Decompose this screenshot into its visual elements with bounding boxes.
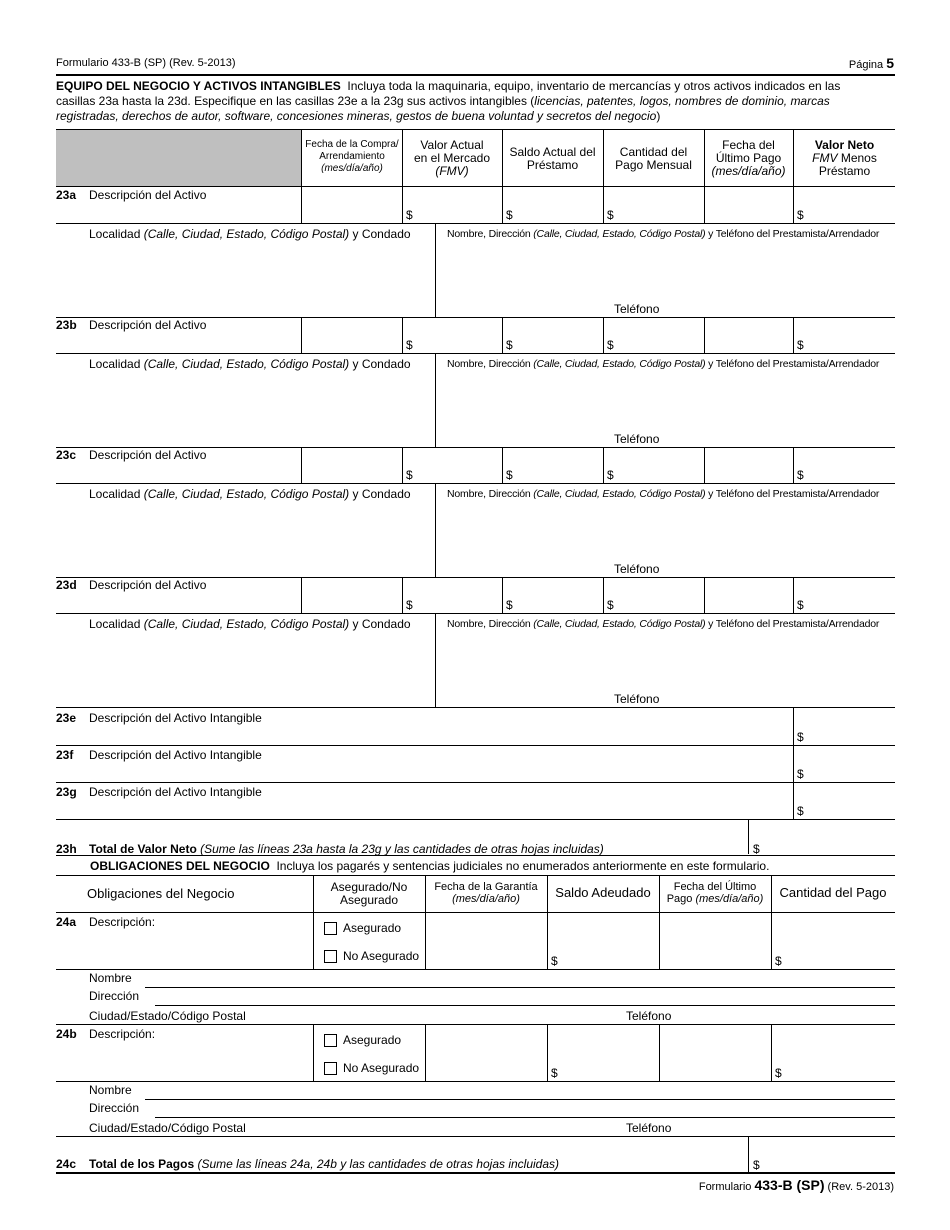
localidad-label: Localidad (Calle, Ciudad, Estado, Código Postal) y Condado [89, 227, 411, 241]
asset-desc-input[interactable] [90, 594, 296, 610]
localidad-label: Localidad (Calle, Ciudad, Estado, Código Postal) y Condado [89, 357, 411, 371]
asset-fecha-compra-input[interactable] [305, 321, 399, 349]
total-23h-currency: $ [753, 842, 760, 856]
line-24c: 24c Total de los Pagos (Sume las líneas 24a, 24b y las cantidades de otras hojas incluidas) [56, 1157, 560, 1171]
currency-sign: $ [406, 338, 413, 352]
total-24c-input[interactable] [765, 1156, 891, 1170]
asset-fecha-ultimo-input[interactable] [708, 581, 790, 609]
section-equipo-intro: EQUIPO DEL NEGOCIO Y ACTIVOS INTANGIBLES Incluya toda la maquinaria, equipo, inventario de mercancías y otros activos indicados en las casillas 23a hasta la 23d. Especifique en las casillas 23e a la 23g sus activos intangibles (licencias, patentes, logos, nombres de dominio, marcas registradas, derechos de autor, software, concesiones mineras, gestos de buena voluntad y secretos del negocio) [56, 79, 841, 123]
fecha-ultimo-input[interactable] [663, 917, 767, 965]
lcol-cantidad: Cantidad del Pago [779, 885, 887, 900]
asset-desc-input[interactable] [90, 464, 296, 480]
telefono-label: Teléfono [626, 1009, 672, 1023]
liability-amount-input[interactable] [561, 953, 655, 967]
asset-amount-input[interactable] [617, 467, 700, 481]
asset-row-23d: 23d Descripción del Activo [56, 578, 207, 592]
intangible-row-23f: 23f Descripción del Activo Intangible [56, 748, 262, 762]
asset-amount-input[interactable] [416, 597, 498, 611]
asset-desc-input[interactable] [90, 334, 296, 350]
nombre-input[interactable] [145, 1082, 890, 1097]
asset-amount-input[interactable] [416, 467, 498, 481]
prestamista-input[interactable] [440, 504, 890, 554]
intangible-desc-input[interactable] [300, 800, 788, 816]
asegurado-label: Asegurado [343, 921, 402, 935]
no-asegurado-checkbox[interactable] [324, 1062, 337, 1075]
section-obligaciones-intro: OBLIGACIONES DEL NEGOCIO Incluya los pagarés y sentencias judiciales no enumerados anteriormente en este formulario. [90, 859, 770, 873]
lcol-obligaciones: Obligaciones del Negocio [87, 886, 235, 901]
nombre-input[interactable] [145, 970, 890, 985]
asset-amount-input[interactable] [807, 467, 891, 481]
no-asegurado-label: No Asegurado [343, 949, 420, 963]
lcol-saldo: Saldo Adeudado [555, 885, 651, 900]
telefono-input[interactable] [680, 1120, 890, 1135]
intangible-amount-input[interactable] [809, 802, 891, 816]
intangible-desc-input[interactable] [300, 726, 788, 742]
asset-amount-input[interactable] [516, 597, 599, 611]
telefono-label: Teléfono [614, 692, 660, 706]
ciudad-input[interactable] [260, 1008, 615, 1023]
currency-sign: $ [506, 338, 513, 352]
total-23h-input[interactable] [765, 840, 891, 854]
no-asegurado-option[interactable] [324, 1061, 419, 1075]
localidad-input[interactable] [90, 244, 430, 312]
currency-sign: $ [797, 730, 804, 744]
currency-sign: $ [406, 468, 413, 482]
page-number: Página 5 [848, 55, 894, 71]
asset-amount-input[interactable] [416, 207, 498, 221]
col-valor-actual: Valor Actual en el Mercado (FMV) [413, 138, 491, 178]
col-saldo-actual: Saldo Actual del Préstamo [509, 145, 596, 172]
liability-amount-input[interactable] [785, 953, 891, 967]
intangible-desc-input[interactable] [300, 763, 788, 779]
total-24c-currency: $ [753, 1158, 760, 1172]
localidad-input[interactable] [90, 634, 430, 702]
intangible-amount-input[interactable] [809, 728, 891, 742]
asset-amount-input[interactable] [516, 467, 599, 481]
direccion-label: Dirección [89, 989, 140, 1003]
fecha-garantia-input[interactable] [429, 917, 543, 965]
asset-amount-input[interactable] [807, 337, 891, 351]
header-rule [56, 74, 895, 76]
currency-sign: $ [406, 598, 413, 612]
asset-amount-input[interactable] [516, 207, 599, 221]
liability-desc-input[interactable] [90, 931, 308, 965]
prestamista-label: Nombre, Dirección (Calle, Ciudad, Estado, Código Postal) y Teléfono del Prestamista/Arrendador [447, 358, 880, 370]
prestamista-input[interactable] [440, 244, 890, 294]
currency-sign: $ [607, 208, 614, 222]
currency-sign: $ [797, 208, 804, 222]
asset-header-bottom-rule [56, 186, 895, 187]
fecha-ultimo-input[interactable] [663, 1029, 767, 1077]
lcol-fecha-garantia: Fecha de la Garantía (mes/día/año) [434, 881, 538, 905]
col-fecha-ultimo-pago: Fecha del Último Pago (mes/día/año) [711, 138, 786, 178]
asset-row-23b: 23b Descripción del Activo [56, 318, 207, 332]
liability-row-24b: 24b Descripción: [56, 1027, 156, 1041]
ciudad-label: Ciudad/Estado/Código Postal [89, 1121, 246, 1135]
asset-row-23a: 23a Descripción del Activo [56, 188, 207, 202]
asset-fecha-ultimo-input[interactable] [708, 191, 790, 219]
ciudad-label: Ciudad/Estado/Código Postal [89, 1009, 246, 1023]
asset-amount-input[interactable] [807, 597, 891, 611]
lcol-fecha-ultimo: Fecha del Último Pago (mes/día/año) [666, 881, 764, 905]
currency-sign: $ [506, 468, 513, 482]
prestamista-input[interactable] [440, 634, 890, 684]
telefono-label: Teléfono [614, 302, 660, 316]
currency-sign: $ [797, 804, 804, 818]
prestamista-label: Nombre, Dirección (Calle, Ciudad, Estado, Código Postal) y Teléfono del Prestamista/Arrendador [447, 618, 880, 630]
telefono-input[interactable] [680, 1008, 890, 1023]
currency-sign: $ [607, 598, 614, 612]
direccion-input[interactable] [155, 988, 890, 1003]
lcol-asegurado: Asegurado/No Asegurado [330, 880, 408, 907]
no-asegurado-label: No Asegurado [343, 1061, 420, 1075]
direccion-input[interactable] [155, 1100, 890, 1115]
telefono-input[interactable] [670, 560, 890, 574]
liability-row-24a: 24a Descripción: [56, 915, 156, 929]
asegurado-option[interactable] [324, 1033, 401, 1047]
currency-sign: $ [607, 468, 614, 482]
col-fecha-compra: Fecha de la Compra/ Arrendamiento (mes/día/año) [305, 139, 399, 174]
direccion-label: Dirección [89, 1101, 140, 1115]
localidad-label: Localidad (Calle, Ciudad, Estado, Código Postal) y Condado [89, 617, 411, 631]
telefono-input[interactable] [670, 690, 890, 704]
telefono-input[interactable] [670, 430, 890, 444]
asset-amount-input[interactable] [617, 597, 700, 611]
asset-amount-input[interactable] [807, 207, 891, 221]
asset-fecha-compra-input[interactable] [305, 581, 399, 609]
asset-header-shaded-cell [56, 130, 301, 186]
asset-amount-input[interactable] [617, 337, 700, 351]
currency-sign: $ [506, 598, 513, 612]
line-23h: 23h Total de Valor Neto (Sume las líneas 23a hasta la 23g y las cantidades de otras hojas incluidas) [56, 842, 604, 856]
currency-sign: $ [551, 1066, 558, 1080]
liability-amount-input[interactable] [785, 1065, 891, 1079]
telefono-label: Teléfono [614, 432, 660, 446]
ciudad-input[interactable] [260, 1120, 615, 1135]
localidad-input[interactable] [90, 504, 430, 572]
liability-amount-input[interactable] [561, 1065, 655, 1079]
telefono-label: Teléfono [614, 562, 660, 576]
asset-row-23c: 23c Descripción del Activo [56, 448, 207, 462]
prestamista-input[interactable] [440, 374, 890, 424]
liability-desc-input[interactable] [90, 1043, 308, 1077]
asset-amount-input[interactable] [617, 207, 700, 221]
form-id: Formulario 433-B (SP) (Rev. 5-2013) [56, 57, 236, 69]
asset-desc-input[interactable] [90, 204, 296, 220]
asegurado-label: Asegurado [343, 1033, 402, 1047]
currency-sign: $ [797, 767, 804, 781]
fecha-garantia-input[interactable] [429, 1029, 543, 1077]
asset-amount-input[interactable] [516, 337, 599, 351]
asegurado-option[interactable] [324, 921, 401, 935]
nombre-label: Nombre [89, 1083, 132, 1097]
intangible-row-23g: 23g Descripción del Activo Intangible [56, 785, 262, 799]
no-asegurado-option[interactable] [324, 949, 419, 963]
asset-amount-input[interactable] [416, 337, 498, 351]
currency-sign: $ [607, 338, 614, 352]
currency-sign: $ [506, 208, 513, 222]
localidad-input[interactable] [90, 374, 430, 442]
asegurado-checkbox[interactable] [324, 1034, 337, 1047]
prestamista-label: Nombre, Dirección (Calle, Ciudad, Estado, Código Postal) y Teléfono del Prestamista/Arrendador [447, 488, 880, 500]
asset-fecha-ultimo-input[interactable] [708, 451, 790, 479]
nombre-label: Nombre [89, 971, 132, 985]
currency-sign: $ [406, 208, 413, 222]
asset-fecha-compra-input[interactable] [305, 191, 399, 219]
intangible-row-23e: 23e Descripción del Activo Intangible [56, 711, 262, 725]
asset-fecha-compra-input[interactable] [305, 451, 399, 479]
currency-sign: $ [775, 1066, 782, 1080]
footer-form-id: Formulario 433-B (SP) (Rev. 5-2013) [698, 1177, 894, 1193]
asegurado-checkbox[interactable] [324, 922, 337, 935]
col-cantidad-pago: Cantidad del Pago Mensual [615, 145, 692, 172]
currency-sign: $ [797, 598, 804, 612]
currency-sign: $ [797, 468, 804, 482]
telefono-input[interactable] [670, 300, 890, 314]
currency-sign: $ [797, 338, 804, 352]
no-asegurado-checkbox[interactable] [324, 950, 337, 963]
intangible-amount-input[interactable] [809, 765, 891, 779]
telefono-label: Teléfono [626, 1121, 672, 1135]
currency-sign: $ [551, 954, 558, 968]
prestamista-label: Nombre, Dirección (Calle, Ciudad, Estado, Código Postal) y Teléfono del Prestamista/Arrendador [447, 228, 880, 240]
asset-fecha-ultimo-input[interactable] [708, 321, 790, 349]
col-valor-neto: Valor Neto FMV Menos Préstamo [812, 138, 877, 178]
localidad-label: Localidad (Calle, Ciudad, Estado, Código Postal) y Condado [89, 487, 411, 501]
currency-sign: $ [775, 954, 782, 968]
